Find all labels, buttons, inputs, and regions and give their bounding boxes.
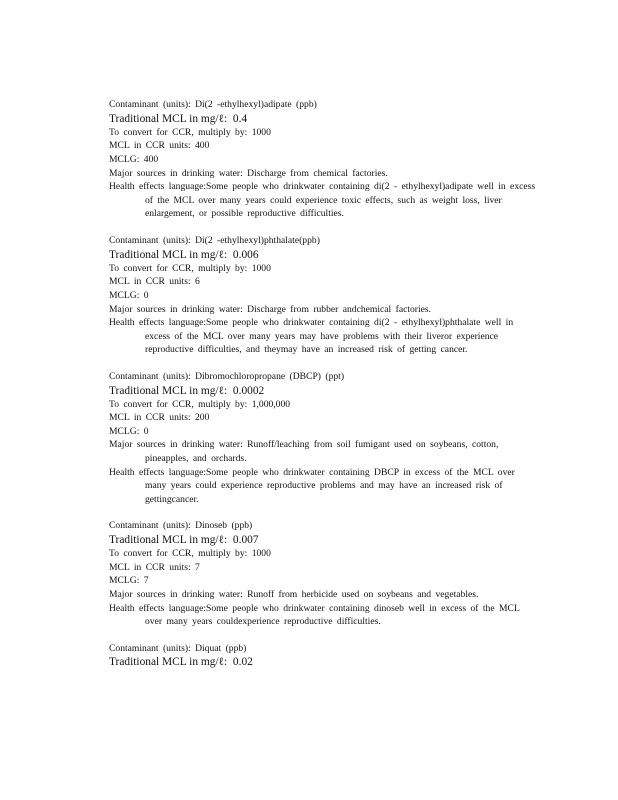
traditional-mcl-label: Traditional MCL in mg/ℓ:	[109, 112, 228, 125]
traditional-mcl-value: 0.02	[232, 656, 253, 669]
traditional-mcl-value: 0.0002	[232, 384, 265, 397]
traditional-mcl-line	[109, 248, 539, 262]
health-effects-line: Health effects language:Some people who drinkwater containing di(2 - ethylhexyl)adipate well in excess of the MCL over many years could experience toxic effects, such as weight loss, liver enlargement, or possible reproductive difficulties.	[109, 181, 536, 220]
mcl-ccr-line: MCL in CCR units: 7	[109, 561, 200, 573]
mclg-line: MCLG: 0	[109, 425, 149, 437]
traditional-mcl-line	[109, 533, 539, 547]
major-sources-line: Major sources in drinking water: Discharge from rubber andchemical factories.	[109, 303, 432, 315]
contaminant-heading: Contaminant (units): Dinoseb (ppb)	[109, 520, 253, 532]
mcl-ccr-line: MCL in CCR units: 200	[109, 412, 210, 424]
mcl-ccr-line: MCL in CCR units: 400	[109, 140, 210, 152]
traditional-mcl-line	[109, 112, 539, 126]
convert-line: To convert for CCR, multiply by: 1000	[109, 548, 271, 560]
contaminant-heading: Contaminant (units): Dibromochloropropane (DBCP) (ppt)	[109, 370, 345, 382]
convert-line: To convert for CCR, multiply by: 1000	[109, 126, 271, 138]
contaminant-heading: Contaminant (units): Di(2 -ethylhexyl)phthalate(ppb)	[109, 234, 320, 246]
mclg-line: MCLG: 0	[109, 289, 149, 301]
convert-line: To convert for CCR, multiply by: 1000	[109, 262, 271, 274]
contaminant-entry	[109, 234, 539, 357]
mclg-line: MCLG: 400	[109, 153, 159, 165]
health-effects-line: Health effects language:Some people who drinkwater containing DBCP in excess of the MCL over many years could experience reproductive problems and may have an increased risk of gettingcancer.	[109, 466, 515, 505]
traditional-mcl-line	[109, 384, 539, 398]
contaminant-heading: Contaminant (units): Di(2 -ethylhexyl)adipate (ppb)	[109, 99, 317, 110]
traditional-mcl-label: Traditional MCL in mg/ℓ:	[109, 384, 228, 397]
traditional-mcl-line	[109, 655, 539, 669]
contaminant-entry	[109, 98, 539, 221]
traditional-mcl-value: 0.007	[232, 534, 259, 547]
major-sources-line: Major sources in drinking water: Discharge from chemical factories.	[109, 167, 388, 179]
traditional-mcl-label: Traditional MCL in mg/ℓ:	[109, 534, 228, 547]
contaminant-entry	[109, 370, 539, 507]
health-effects-line: Health effects language:Some people who drinkwater containing dinoseb well in excess of the MCL over many years couldexperience reproductive difficulties.	[109, 602, 520, 628]
contaminant-heading: Contaminant (units): Diquat (ppb)	[109, 642, 247, 654]
contaminant-entry	[109, 519, 539, 628]
traditional-mcl-value: 0.006	[232, 248, 259, 261]
mcl-ccr-line: MCL in CCR units: 6	[109, 276, 200, 288]
document-page	[109, 98, 539, 683]
major-sources-line: Major sources in drinking water: Runoff from herbicide used on soybeans and vegetables.	[109, 589, 479, 601]
convert-line: To convert for CCR, multiply by: 1,000,000	[109, 398, 291, 410]
traditional-mcl-value: 0.4	[232, 112, 248, 125]
health-effects-line: Health effects language:Some people who drinkwater containing di(2 - ethylhexyl)phthalate well in excess of the MCL over many years may have problems with their liveror experience reproductive difficulties, and theymay have an increased risk of getting cancer.	[109, 317, 514, 356]
traditional-mcl-label: Traditional MCL in mg/ℓ:	[109, 656, 228, 669]
contaminant-entry	[109, 642, 539, 670]
major-sources-line: Major sources in drinking water: Runoff/leaching from soil fumigant used on soybeans, cotton, pineapples, and orchards.	[109, 439, 499, 465]
mclg-line: MCLG: 7	[109, 575, 149, 587]
traditional-mcl-label: Traditional MCL in mg/ℓ:	[109, 248, 228, 261]
